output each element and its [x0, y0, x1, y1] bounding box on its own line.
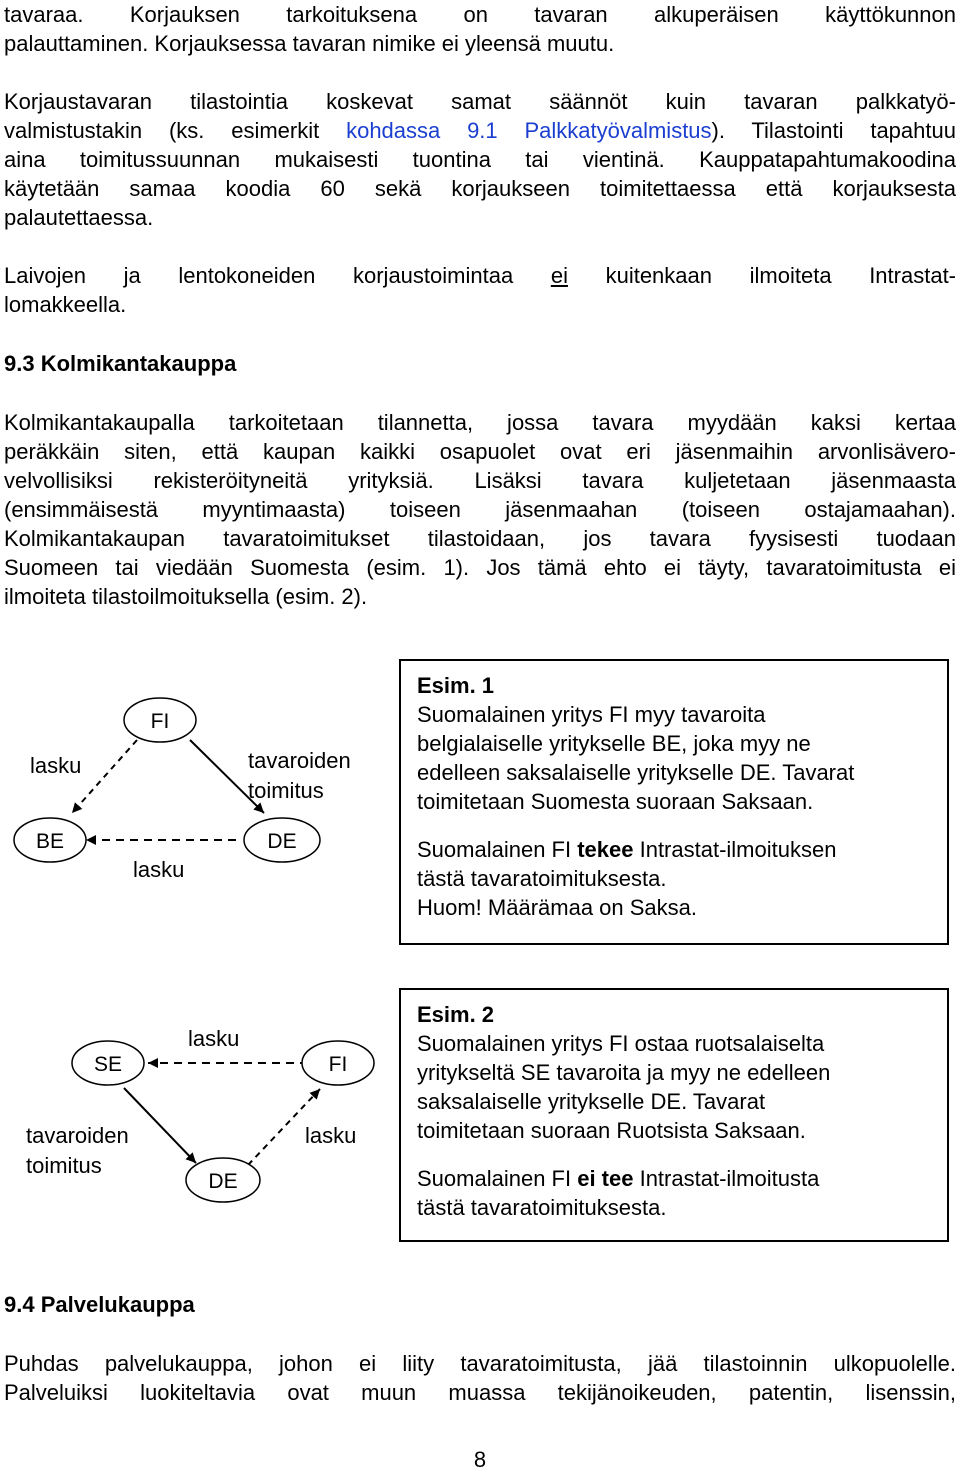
- node-se-label: SE: [93, 1053, 123, 1076]
- label-tavaroiden-2: tavaroiden: [26, 1123, 129, 1148]
- para3-text-a: Laivojen ja lentokoneiden korjaustoimintaa: [4, 263, 551, 288]
- example-2-box: [399, 988, 949, 1242]
- node-fi-label: FI: [150, 710, 170, 733]
- example-1-title: Esim. 1: [417, 673, 495, 698]
- para2-text-a: valmistustakin (ks. esimerkit: [4, 118, 347, 143]
- example-1-line4: toimitetaan Suomesta suoraan Saksaan.: [417, 789, 814, 814]
- node-be-label: BE: [35, 830, 65, 853]
- para1-line2: palauttaminen. Korjauksessa tavaran nimike ei yleensä muutu.: [4, 31, 615, 56]
- section-link-palkkatyovalmistus[interactable]: kohdassa 9.1 Palkkatyövalmistus: [346, 118, 712, 143]
- node-fi-label-2: FI: [328, 1053, 348, 1076]
- example-1-bold-tekee: tekee: [577, 837, 634, 862]
- para2-line4: käytetään samaa koodia 60 sekä korjaukseen toimitettaessa että korjauksesta: [4, 176, 956, 201]
- example-2-line2: yritykseltä SE tavaroita ja myy ne edelleen: [417, 1060, 831, 1085]
- label-lasku-bottom: lasku: [133, 857, 185, 882]
- example-2-line5: [417, 1164, 819, 1193]
- label-toimitus: toimitus: [248, 778, 324, 803]
- label-lasku-top: lasku: [188, 1026, 240, 1051]
- para5-line2: Palveluiksi luokiteltavia ovat muun muassa tekijänoikeuden, patentin, lisenssin,: [4, 1380, 956, 1405]
- example-2-line3: saksalaiselle yritykselle DE. Tavarat: [417, 1089, 766, 1114]
- example-1-line6: tästä tavaratoimituksesta.: [417, 866, 667, 891]
- example-1-line1: Suomalainen yritys FI myy tavaroita: [417, 702, 766, 727]
- example-1-line5: [417, 835, 836, 864]
- para4-line4: (ensimmäisestä myyntimaasta) toiseen jäsenmaahan (toiseen ostajamaahan).: [4, 497, 956, 522]
- para4-line5: Kolmikantakaupan tavaratoimitukset tilastoidaan, jos tavara fyysisesti tuodaan: [4, 526, 956, 551]
- example-2-title: Esim. 2: [417, 1002, 495, 1027]
- para2-line2: [4, 116, 956, 146]
- para3-line2: lomakkeella.: [4, 292, 127, 317]
- para3-line1: [4, 261, 956, 291]
- solid-arrow-se-to-de: [124, 1088, 196, 1163]
- para2-text-b: ). Tilastointi tapahtuu: [711, 118, 956, 143]
- label-tavaroiden: tavaroiden: [248, 748, 351, 773]
- para3-text-b: kuitenkaan ilmoiteta Intrastat-: [567, 263, 957, 288]
- example-1-line3: edelleen saksalaiselle yritykselle DE. Tavarat: [417, 760, 855, 785]
- para4-line3: velvollisiksi rekisteröityneitä yrityksiä. Lisäksi tavara kuljetetaan jäsenmaasta: [4, 468, 956, 493]
- node-de-label-2: DE: [208, 1170, 238, 1193]
- para4-line6: Suomeen tai viedään Suomesta (esim. 1). Jos tämä ehto ei täyty, tavaratoimitusta ei: [4, 555, 956, 580]
- example-2-bold-ei-tee: ei tee: [577, 1166, 634, 1191]
- para2-line1: Korjaustavaran tilastointia koskevat samat säännöt kuin tavaran palkkatyö-: [4, 89, 956, 114]
- para3-underlined-ei: ei: [550, 263, 568, 288]
- example-1-line7: Huom! Määrämaa on Saksa.: [417, 895, 698, 920]
- section-heading-9-4: 9.4 Palvelukauppa: [4, 1292, 195, 1317]
- example-1-box: [399, 659, 949, 945]
- label-lasku-right: lasku: [305, 1123, 357, 1148]
- label-toimitus-2: toimitus: [26, 1153, 102, 1178]
- node-de-label: DE: [267, 830, 297, 853]
- para4-line7: ilmoiteta tilastoilmoituksella (esim. 2).: [4, 584, 368, 609]
- section-heading-9-3: 9.3 Kolmikantakauppa: [4, 351, 237, 376]
- para1-line1: tavaraa. Korjauksen tarkoituksena on tavaran alkuperäisen käyttökunnon: [4, 2, 956, 27]
- para5-line1: Puhdas palvelukauppa, johon ei liity tavaratoimitusta, jää tilastoinnin ulkopuolelle.: [4, 1351, 956, 1376]
- example-2-text-a: Suomalainen FI: [417, 1166, 578, 1191]
- example-2-text-c: Intrastat-ilmoitusta: [633, 1166, 820, 1191]
- dashed-arrow-fi-to-be: [72, 740, 137, 813]
- para2-line5: palautettaessa.: [4, 205, 154, 230]
- example-2-line4: toimitetaan suoraan Ruotsista Saksaan.: [417, 1118, 806, 1143]
- example-1-text-a: Suomalainen FI: [417, 837, 578, 862]
- example-1-text-c: Intrastat-ilmoituksen: [633, 837, 837, 862]
- para2-line3: aina toimitussuunnan mukaisesti tuontina tai vientinä. Kauppatapahtumakoodina: [4, 147, 956, 172]
- example-1-line2: belgialaiselle yritykselle BE, joka myy ne: [417, 731, 811, 756]
- label-lasku-left: lasku: [30, 753, 82, 778]
- para4-line2: peräkkäin siten, että kaupan kaikki osapuolet ovat eri jäsenmaihin arvonlisävero-: [4, 439, 956, 464]
- page-number: 8: [473, 1447, 487, 1472]
- para4-line1: Kolmikantakaupalla tarkoitetaan tilannetta, jossa tavara myydään kaksi kertaa: [4, 410, 956, 435]
- example-2-line6: tästä tavaratoimituksesta.: [417, 1195, 667, 1220]
- example-2-line1: Suomalainen yritys FI ostaa ruotsalaiselta: [417, 1031, 825, 1056]
